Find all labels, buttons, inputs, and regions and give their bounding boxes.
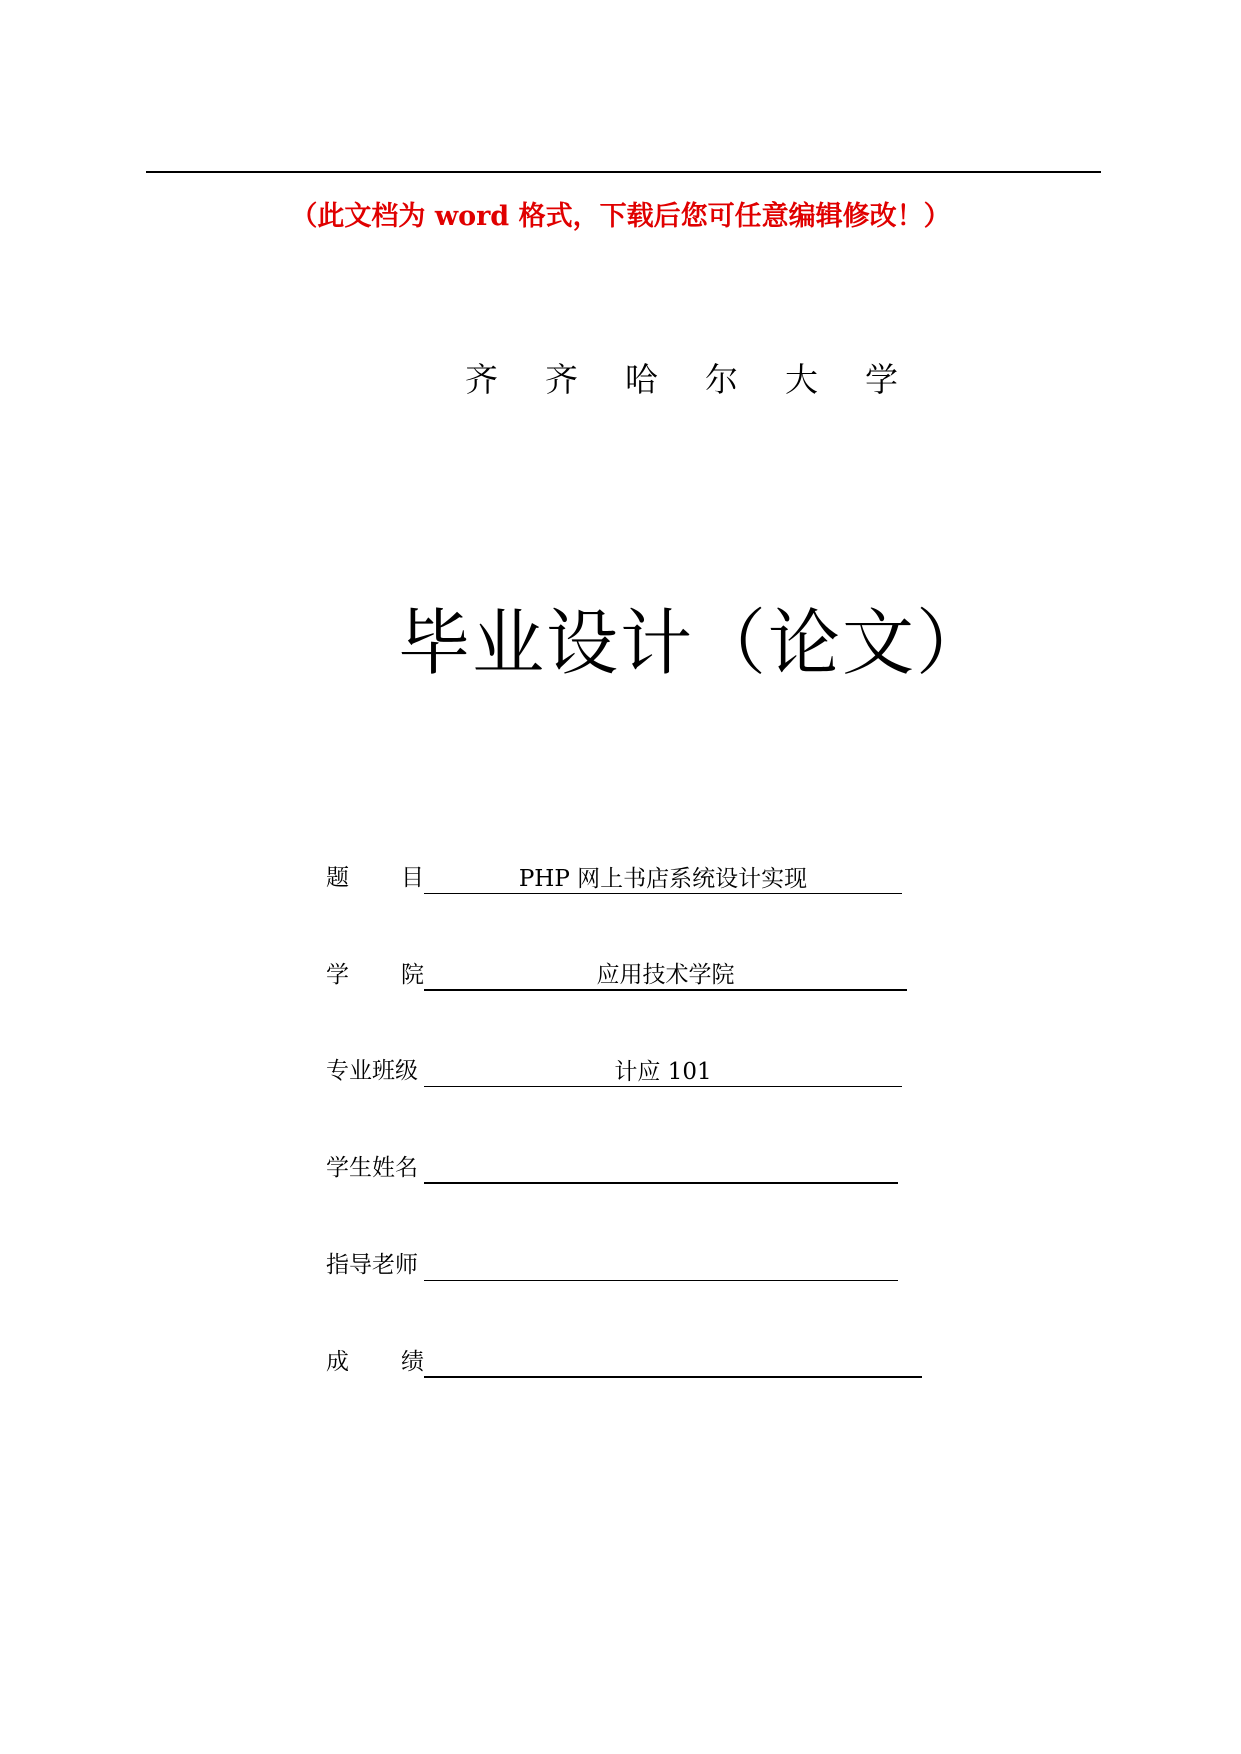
word-format-notice: （此文档为 word 格式，下载后您可任意编辑修改！） [290, 201, 951, 232]
field-value-student-name[interactable] [424, 1154, 898, 1184]
field-value-college[interactable]: 应用技术学院 [424, 961, 907, 991]
field-label-major-class: 专业班级 [326, 1058, 418, 1084]
field-label-student-name: 学生姓名 [326, 1155, 418, 1181]
field-student-name [326, 1152, 946, 1184]
field-major-class [326, 1055, 946, 1087]
field-topic [326, 862, 946, 894]
field-value-topic[interactable]: PHP 网上书店系统设计实现 [424, 865, 902, 894]
header-rule [146, 171, 1101, 173]
document-title: 毕业设计（论文） [398, 601, 991, 685]
field-value-grade[interactable] [424, 1348, 922, 1378]
field-value-advisor[interactable] [424, 1252, 898, 1281]
field-value-major-class[interactable]: 计应 101 [424, 1058, 902, 1087]
field-label-grade: 成绩 [326, 1349, 476, 1375]
university-name: 齐齐哈尔大学 [465, 360, 945, 399]
field-label-topic: 题目 [326, 865, 476, 891]
field-grade [326, 1346, 946, 1378]
field-college [326, 959, 946, 991]
field-advisor [326, 1249, 946, 1281]
field-label-advisor: 指导老师 [326, 1252, 418, 1278]
field-label-college: 学院 [326, 962, 476, 988]
